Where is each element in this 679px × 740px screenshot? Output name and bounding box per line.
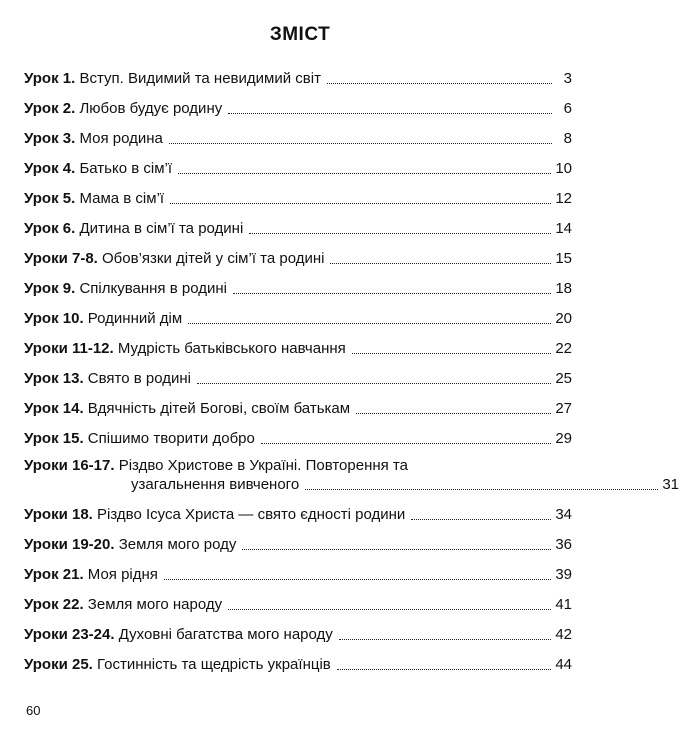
- toc-entry: [24, 366, 572, 388]
- toc-entry: [24, 276, 572, 298]
- toc-entry: [24, 96, 572, 118]
- dot-leader: [228, 609, 551, 610]
- toc-entry: [24, 426, 572, 448]
- lesson-label: Урок 3.: [24, 130, 76, 147]
- page-ref: 36: [555, 536, 572, 553]
- page-ref: 12: [555, 190, 572, 207]
- dot-leader: [339, 639, 552, 640]
- page-ref: 14: [555, 220, 572, 237]
- lesson-label: Урок 5.: [24, 190, 76, 207]
- toc-entry: [24, 156, 572, 178]
- lesson-label: Уроки 18.: [24, 506, 93, 523]
- lesson-label: Урок 15.: [24, 430, 84, 447]
- lesson-title: Дитина в сім’ї та родині: [79, 220, 244, 237]
- page-ref: 22: [555, 340, 572, 357]
- lesson-label: Урок 22.: [24, 596, 84, 613]
- lesson-title: Обов’язки дітей у сім’ї та родині: [102, 250, 325, 267]
- lesson-title: Батько в сім’ї: [79, 160, 173, 177]
- lesson-title: Любов будує родину: [79, 100, 223, 117]
- page-ref: 18: [555, 280, 572, 297]
- toc-entry: [24, 652, 572, 674]
- dot-leader: [228, 113, 552, 114]
- lesson-label: Урок 2.: [24, 100, 76, 117]
- dot-leader: [330, 263, 551, 264]
- dot-leader: [233, 293, 551, 294]
- page-ref: 34: [555, 506, 572, 523]
- dot-leader: [337, 669, 552, 670]
- lesson-title-line2: узагальнення вивченого: [131, 476, 300, 493]
- lesson-title: Мудрість батьківського навчання: [117, 340, 346, 357]
- lesson-title: Земля мого народу: [87, 596, 223, 613]
- toc-entry: [24, 186, 572, 208]
- footer-page-number: 60: [26, 703, 41, 718]
- dot-leader: [178, 173, 551, 174]
- dot-leader: [170, 203, 551, 204]
- lesson-title: Гостинність та щедрість українців: [97, 656, 331, 673]
- toc-entry: [24, 622, 572, 644]
- lesson-label: Уроки 7-8.: [24, 250, 98, 267]
- page-ref: 41: [555, 596, 572, 613]
- lesson-label: Урок 14.: [24, 400, 84, 417]
- toc-entry: [24, 456, 679, 494]
- lesson-title: Вдячність дітей Богові, своїм батькам: [87, 400, 351, 417]
- page-ref: 20: [555, 310, 572, 327]
- page-ref: 42: [555, 626, 572, 643]
- page-ref: 10: [555, 160, 572, 177]
- lesson-label: Урок 21.: [24, 566, 84, 583]
- lesson-title: Моя родина: [79, 130, 163, 147]
- page-ref: 29: [555, 430, 572, 447]
- dot-leader: [188, 323, 551, 324]
- lesson-label: Уроки 19-20.: [24, 536, 115, 553]
- toc-entry: [24, 592, 572, 614]
- page-ref: 25: [555, 370, 572, 387]
- lesson-title: Земля мого роду: [118, 536, 237, 553]
- lesson-label: Уроки 25.: [24, 656, 93, 673]
- dot-leader: [327, 83, 552, 84]
- toc-entry: [24, 66, 572, 88]
- table-of-contents: [24, 66, 679, 682]
- page-ref: 3: [563, 70, 572, 87]
- toc-entry: [24, 126, 572, 148]
- lesson-title: Мама в сім’ї: [79, 190, 165, 207]
- lesson-title: Вступ. Видимий та невидимий світ: [79, 70, 321, 87]
- lesson-label: Урок 1.: [24, 70, 76, 87]
- lesson-label: Урок 6.: [24, 220, 76, 237]
- lesson-title: Спішимо творити добро: [87, 430, 255, 447]
- dot-leader: [305, 489, 658, 490]
- lesson-label: Урок 13.: [24, 370, 84, 387]
- lesson-title: Моя рідня: [87, 566, 158, 583]
- page-ref: 15: [555, 250, 572, 267]
- lesson-label: Уроки 16-17.: [24, 457, 115, 474]
- toc-entry: [24, 336, 572, 358]
- page-ref: 6: [563, 100, 572, 117]
- dot-leader: [352, 353, 552, 354]
- toc-entry: [24, 562, 572, 584]
- toc-entry: [24, 306, 572, 328]
- toc-entry: [24, 396, 572, 418]
- page-ref: 8: [563, 130, 572, 147]
- dot-leader: [411, 519, 551, 520]
- dot-leader: [169, 143, 552, 144]
- lesson-label: Урок 10.: [24, 310, 84, 327]
- page-ref: 31: [662, 476, 679, 493]
- lesson-title: Спілкування в родині: [79, 280, 227, 297]
- toc-entry: [24, 502, 572, 524]
- toc-entry: [24, 532, 572, 554]
- dot-leader: [261, 443, 551, 444]
- dot-leader: [356, 413, 551, 414]
- lesson-title: Свято в родині: [87, 370, 192, 387]
- lesson-title: Різдво Ісуса Христа — свято єдності родини: [97, 506, 406, 523]
- dot-leader: [164, 579, 551, 580]
- dot-leader: [197, 383, 551, 384]
- toc-entry: [24, 216, 572, 238]
- page-ref: 44: [555, 656, 572, 673]
- lesson-label: Уроки 23-24.: [24, 626, 115, 643]
- page-ref: 27: [555, 400, 572, 417]
- lesson-label: Урок 9.: [24, 280, 76, 297]
- lesson-title: Родинний дім: [87, 310, 183, 327]
- lesson-label: Уроки 11-12.: [24, 340, 114, 357]
- toc-entry: [24, 246, 572, 268]
- dot-leader: [242, 549, 551, 550]
- lesson-label: Урок 4.: [24, 160, 76, 177]
- page-ref: 39: [555, 566, 572, 583]
- dot-leader: [249, 233, 551, 234]
- page-title: ЗМІСТ: [269, 24, 331, 45]
- lesson-title: Духовні багатства мого народу: [118, 626, 333, 643]
- lesson-title-line1: Різдво Христове в Україні. Повторення та: [118, 457, 408, 474]
